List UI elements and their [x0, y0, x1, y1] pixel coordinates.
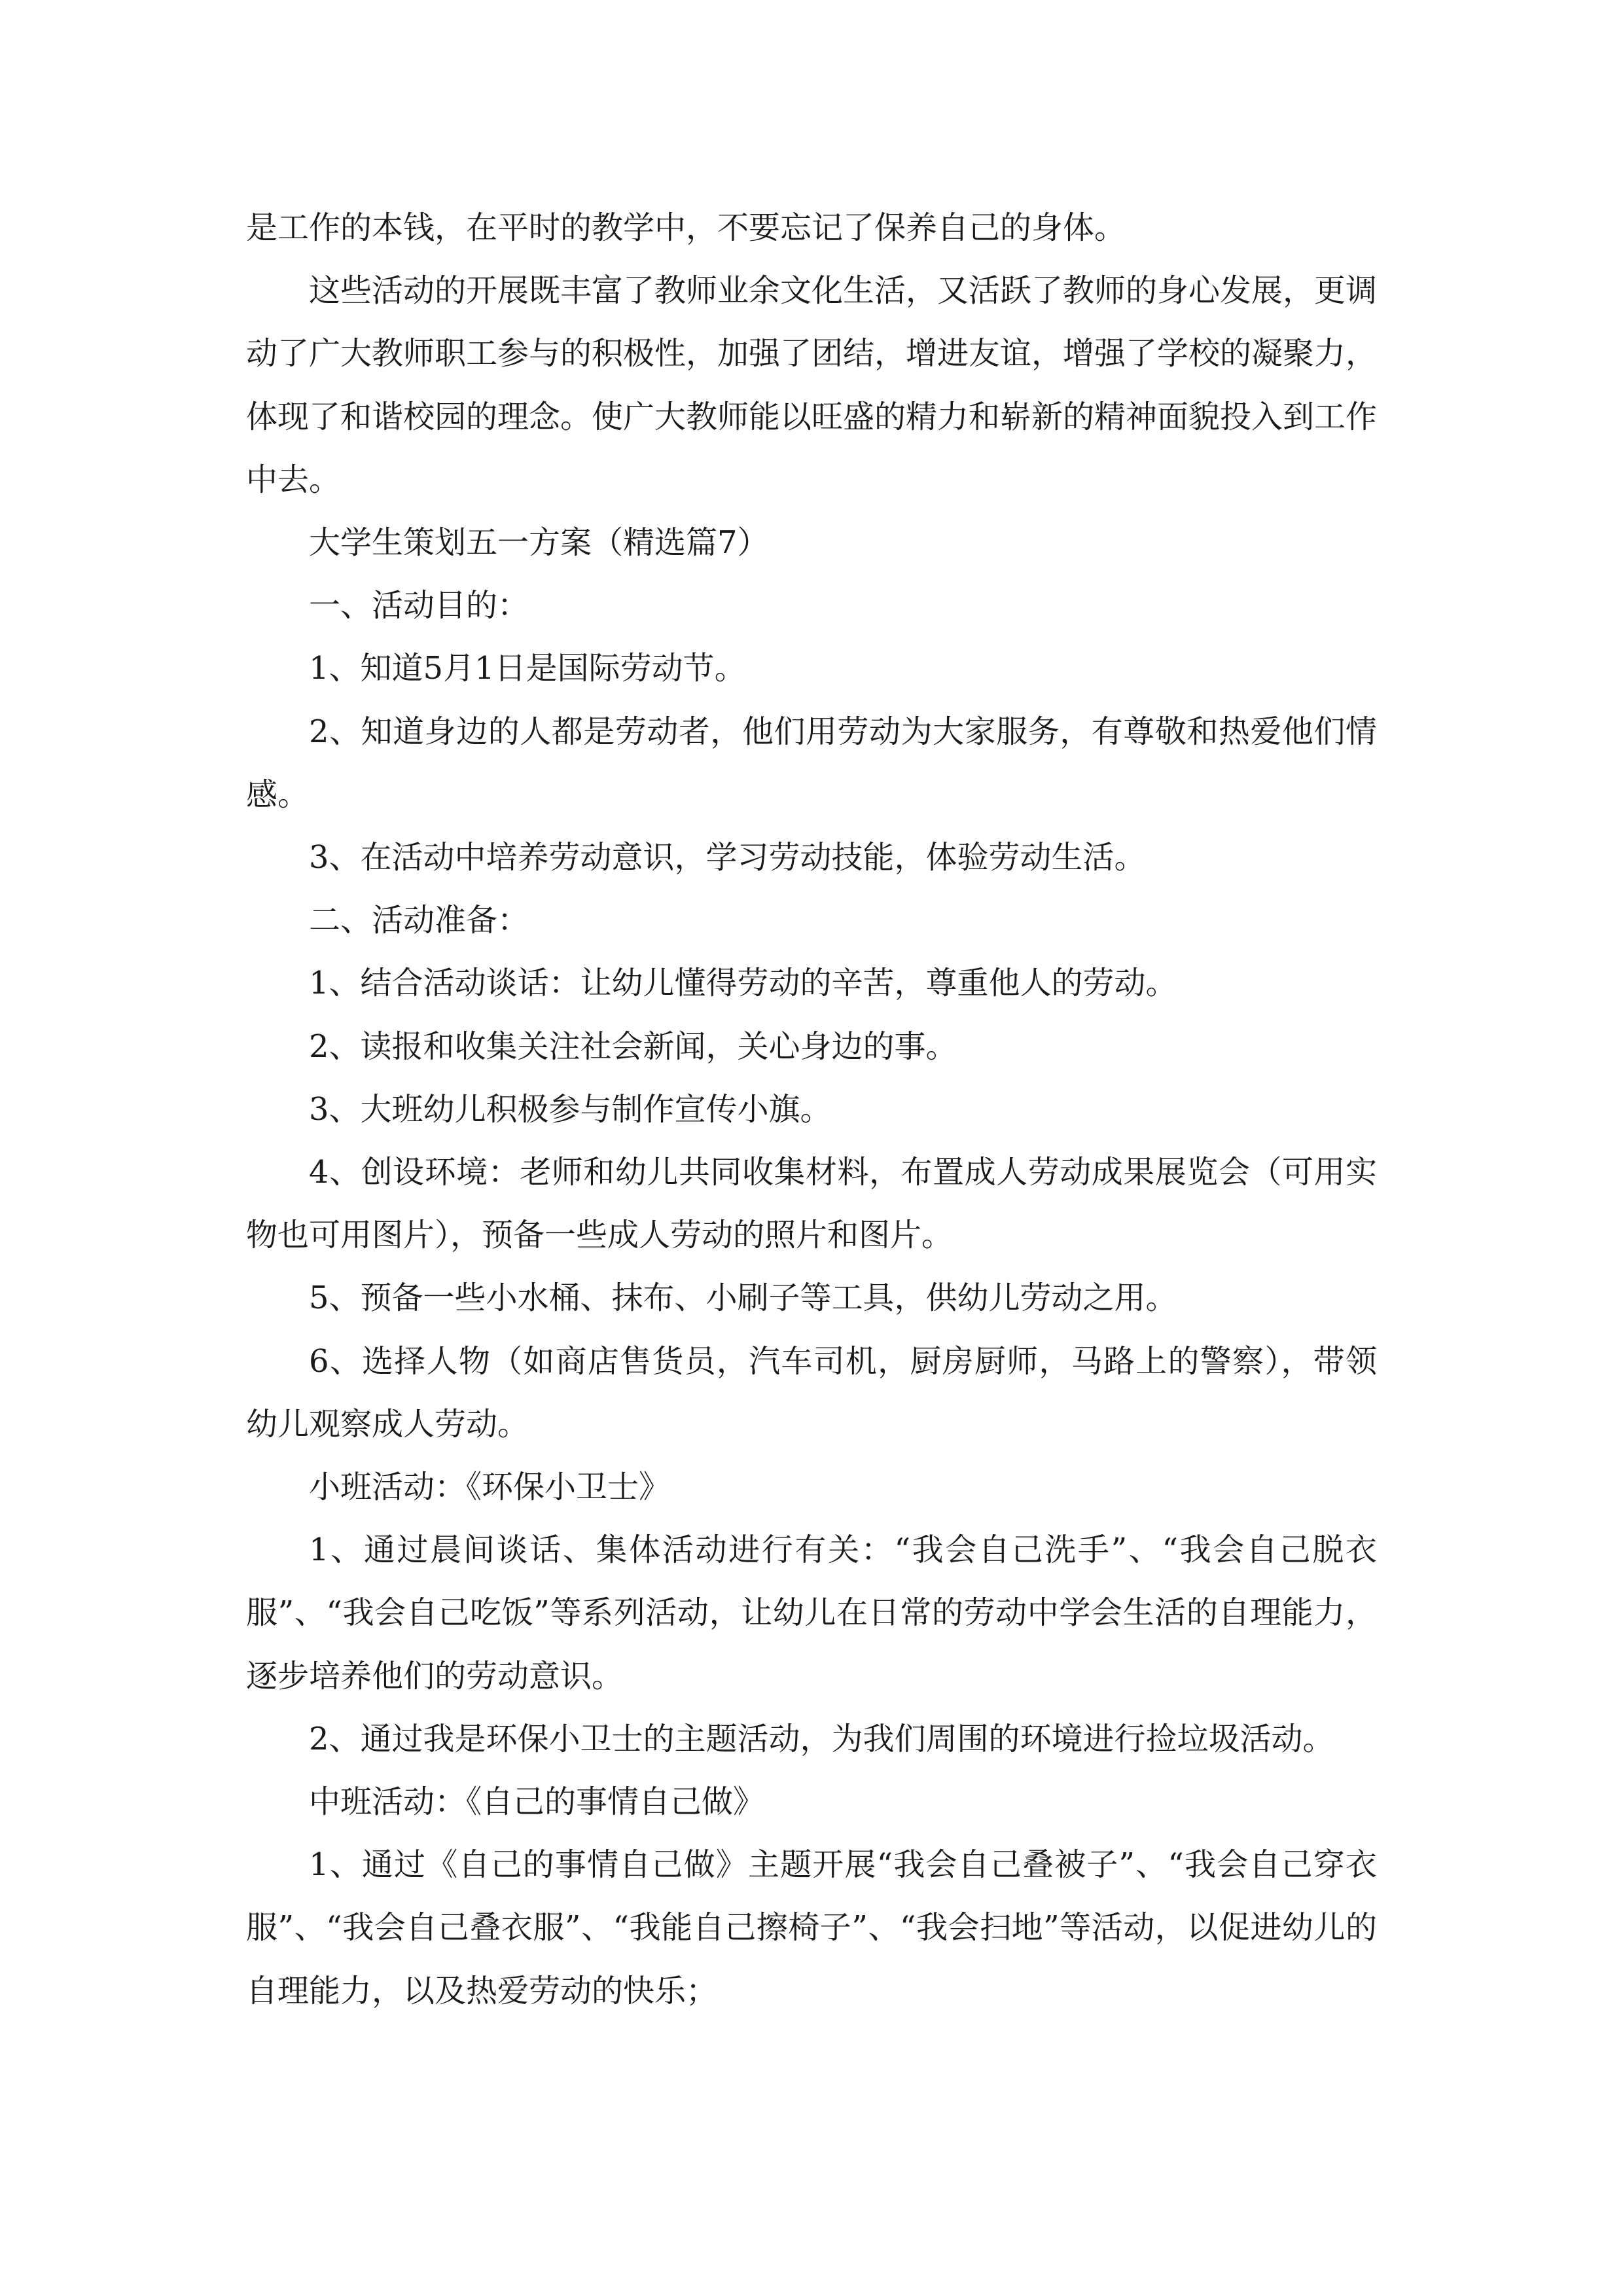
list-item: 6、选择人物（如商店售货员，汽车司机，厨房厨师，马路上的警察），带领幼儿观察成人劳动。	[246, 1342, 1377, 1443]
list-item: 1、通过晨间谈话、集体活动进行有关：“我会自己洗手”、“我会自己脱衣服”、“我会自己吃饭”等系列活动，让幼儿在日常的劳动中学会生活的自理能力，逐步培养他们的劳动意识。	[246, 1532, 1377, 1695]
heading-activity-preparation: 二、活动准备：	[309, 902, 529, 939]
paragraph-continuation: 是工作的本钱，在平时的教学中，不要忘记了保养自己的身体。	[246, 209, 1126, 246]
document-body	[246, 196, 1377, 2022]
paragraph-summary: 这些活动的开展既丰富了教师业余文化生活，又活跃了教师的身心发展，更调动了广大教师职工参与的积极性，加强了团结，增进友谊，增强了学校的凝聚力，体现了和谐校园的理念。使广大教师能以旺盛的精力和崭新的精神面貌投入到工作中去。	[246, 272, 1378, 498]
heading-activity-goals: 一、活动目的：	[309, 587, 529, 624]
list-item: 2、通过我是环保小卫士的主题活动，为我们周围的环境进行捡垃圾活动。	[309, 1720, 1334, 1757]
list-item: 4、创设环境：老师和幼儿共同收集材料，布置成人劳动成果展览会（可用实物也可用图片），预备一些成人劳动的照片和图片。	[246, 1154, 1377, 1254]
heading-small-class-activity: 小班活动：《环保小卫士》	[309, 1469, 671, 1506]
list-item: 5、预备一些小水桶、抹布、小刷子等工具，供幼儿劳动之用。	[309, 1280, 1177, 1317]
list-item: 2、知道身边的人都是劳动者，他们用劳动为大家服务，有尊敬和热爱他们情感。	[246, 713, 1377, 813]
list-item: 3、在活动中培养劳动意识，学习劳动技能，体验劳动生活。	[309, 839, 1146, 876]
list-item: 2、读报和收集关注社会新闻，关心身边的事。	[309, 1028, 957, 1065]
heading-middle-class-activity: 中班活动：《自己的事情自己做》	[309, 1784, 765, 1821]
list-item: 3、大班幼儿积极参与制作宣传小旗。	[309, 1090, 832, 1128]
list-item: 1、通过《自己的事情自己做》主题开展“我会自己叠被子”、“我会自己穿衣服”、“我会自己叠衣服”、“我能自己擦椅子”、“我会扫地”等活动，以促进幼儿的自理能力，以及热爱劳动的快乐；	[246, 1846, 1377, 2009]
list-item: 1、知道5月1日是国际劳动节。	[309, 650, 746, 687]
list-item: 1、结合活动谈话：让幼儿懂得劳动的辛苦，尊重他人的劳动。	[309, 965, 1177, 1002]
section-title: 大学生策划五一方案（精选篇7）	[309, 524, 769, 562]
